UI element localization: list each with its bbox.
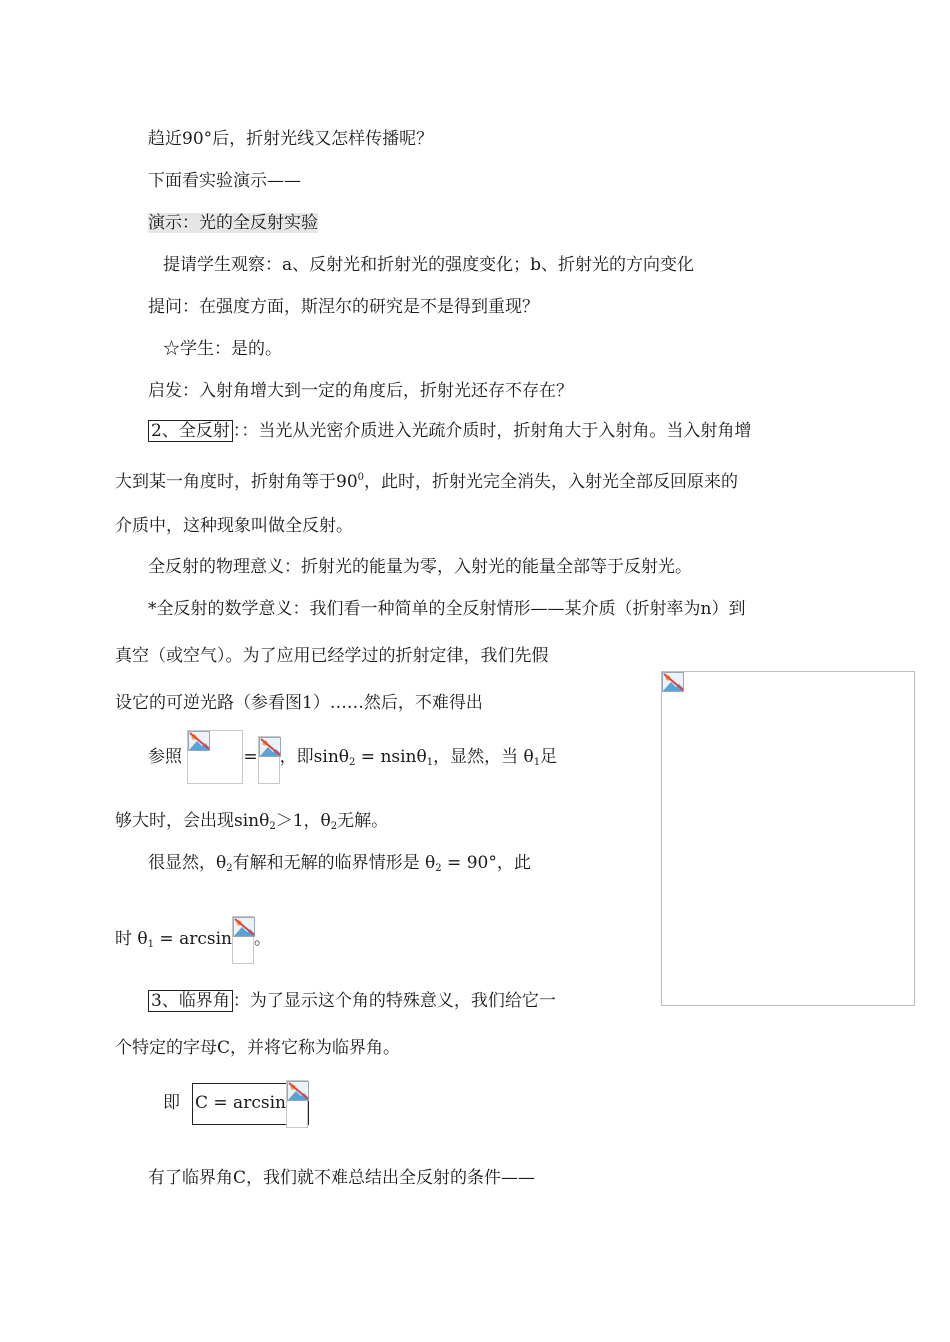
section-3-line-1	[148, 990, 556, 1012]
critical-angle-formula-line	[163, 1080, 309, 1125]
section-2-text-a: ：：当光从光密介质进入光疏介质时，折射角大于入射角。当入射角增	[232, 421, 752, 441]
enough-text-3: 无解。	[337, 811, 389, 831]
eq-sub-1b: 1	[533, 757, 541, 768]
section-3-text-a: ：为了显示这个角的特殊意义，我们给它一	[232, 991, 556, 1011]
section-3-title: 3、临界角	[148, 990, 233, 1012]
math-meaning-line-2: 真空（或空气）。为了应用已经学过的折射定律，我们先假	[115, 646, 549, 666]
broken-image-icon	[233, 917, 255, 937]
section-2-text-b1: 大到某一角度时，折射角等于90	[115, 472, 358, 492]
physics-meaning: 全反射的物理意义：折射光的能量为零，入射光的能量全部等于反射光。	[148, 557, 692, 577]
critical-text-3: = 90°，此	[441, 853, 531, 873]
section-2-text-b2: ，此时，折射光完全消失，入射光全部反回原来的	[364, 472, 739, 492]
critical-text-2: 有解和无解的临界情形是 θ	[232, 853, 436, 873]
figure-1-placeholder	[661, 671, 915, 1006]
eq-sub-1: 1	[426, 757, 434, 768]
critical-b-text-2: = arcsin	[154, 929, 232, 949]
broken-image-icon	[662, 672, 684, 692]
section-3-line-2: 个特定的字母C，并将它称为临界角。	[115, 1038, 401, 1058]
text-line-1: 趋近90°后，折射光线又怎样传播呢？	[148, 129, 434, 149]
formula-image-2	[258, 736, 280, 784]
enough-text-2: ＞1，θ	[275, 811, 331, 831]
critical-angle-formula-box	[192, 1083, 309, 1125]
eq-sub-2: 2	[349, 757, 356, 768]
degree-superscript: 0	[357, 472, 365, 483]
section-2-line-1	[148, 420, 751, 442]
section-2-line-3: 介质中，这种现象叫做全反射。	[115, 516, 353, 536]
equation-line	[148, 746, 557, 784]
section-2-title: 2、全反射	[148, 420, 233, 442]
critical-line-2	[115, 928, 271, 964]
critical-b-period: 。	[253, 929, 271, 949]
text-line-2: 下面看实验演示——	[148, 171, 301, 191]
section-2-line-2	[115, 467, 738, 493]
math-meaning-line-1: *全反射的数学意义：我们看一种简单的全反射情形——某介质（折射率为n）到	[148, 599, 746, 619]
critical-b-sub: 1	[147, 939, 155, 950]
eq-text-1: ，即sinθ	[279, 747, 350, 767]
formula-image-3	[232, 916, 254, 964]
eq-equals: =	[243, 747, 258, 767]
c-formula-text: C = arcsin	[195, 1093, 286, 1113]
eq-text-3: ，显然，当 θ	[433, 747, 534, 767]
text-line-5: 提问：在强度方面，斯涅尔的研究是不是得到重现？	[148, 297, 539, 317]
c-prefix: 即	[163, 1093, 180, 1113]
broken-image-icon	[188, 731, 210, 751]
eq-prefix: 参照	[148, 747, 182, 767]
enough-line	[115, 810, 388, 838]
enough-text-1: 够大时，会出现sinθ	[115, 811, 270, 831]
text-line-7: 启发：入射角增大到一定的角度后，折射光还存不存在？	[148, 381, 573, 401]
text-line-4: 提请学生观察：a、反射光和折射光的强度变化；b、折射光的方向变化	[163, 255, 695, 275]
critical-sub-2: 2	[435, 863, 442, 874]
critical-text-1: 很显然，θ	[148, 853, 227, 873]
broken-image-icon	[287, 1081, 309, 1101]
last-line: 有了临界角C，我们就不难总结出全反射的条件——	[148, 1168, 536, 1188]
formula-image-1	[187, 730, 243, 784]
math-meaning-line-3: 设它的可逆光路（参看图1）……然后，不难得出	[115, 693, 483, 713]
critical-line-1	[148, 852, 531, 880]
enough-sub: 2	[269, 821, 276, 832]
critical-b-text-1: 时 θ	[115, 929, 148, 949]
broken-image-icon	[259, 737, 281, 757]
eq-text-2: = nsinθ	[355, 747, 427, 767]
formula-image-4	[286, 1080, 308, 1128]
demo-heading-text: 演示：光的全反射实验	[148, 213, 318, 233]
text-line-6: ☆学生：是的。	[163, 339, 282, 359]
eq-text-end: 足	[540, 747, 558, 767]
enough-sub-2: 2	[330, 821, 338, 832]
demo-heading	[148, 212, 318, 234]
critical-sub: 2	[226, 863, 233, 874]
